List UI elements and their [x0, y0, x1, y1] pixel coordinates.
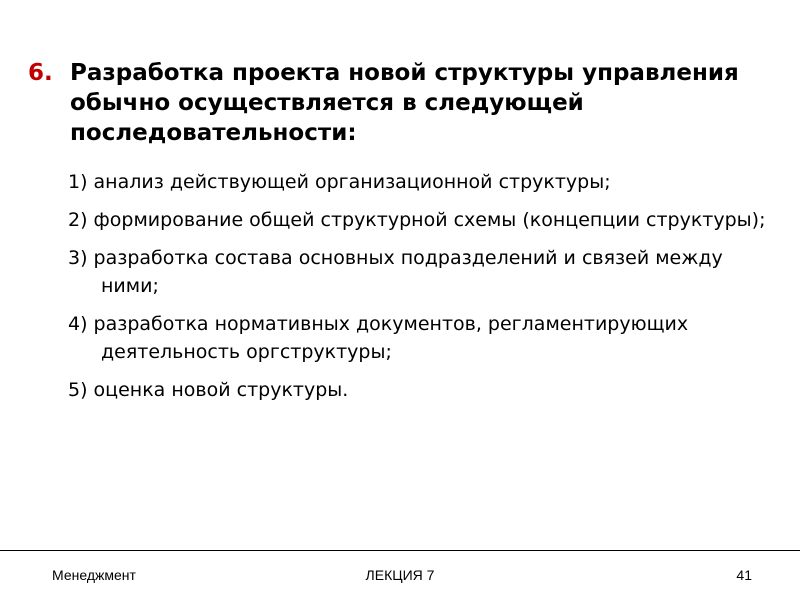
- footer-lecture: ЛЕКЦИЯ 7: [365, 567, 435, 583]
- step-item: 2) формирование общей структурной схемы (концепции структуры);: [68, 209, 766, 231]
- heading-text: Разработка проекта новой структуры управления обычно осуществляется в следующей последовательности:: [70, 60, 739, 146]
- step-item: 3) разработка состава основных подразделений и связей между ними;: [68, 247, 723, 297]
- heading-number: 6.: [28, 60, 53, 86]
- steps-list: [68, 168, 768, 414]
- step-item: 1) анализ действующей организационной структуры;: [68, 171, 611, 193]
- footer-divider: [0, 550, 800, 551]
- footer-page-number: 41: [736, 567, 752, 583]
- step-item: 4) разработка нормативных документов, регламентирующих деятельность оргструктуры;: [68, 313, 689, 363]
- slide-heading: [28, 58, 778, 148]
- step-item: 5) оценка новой структуры.: [68, 379, 349, 401]
- footer-course: Менеджмент: [52, 567, 136, 583]
